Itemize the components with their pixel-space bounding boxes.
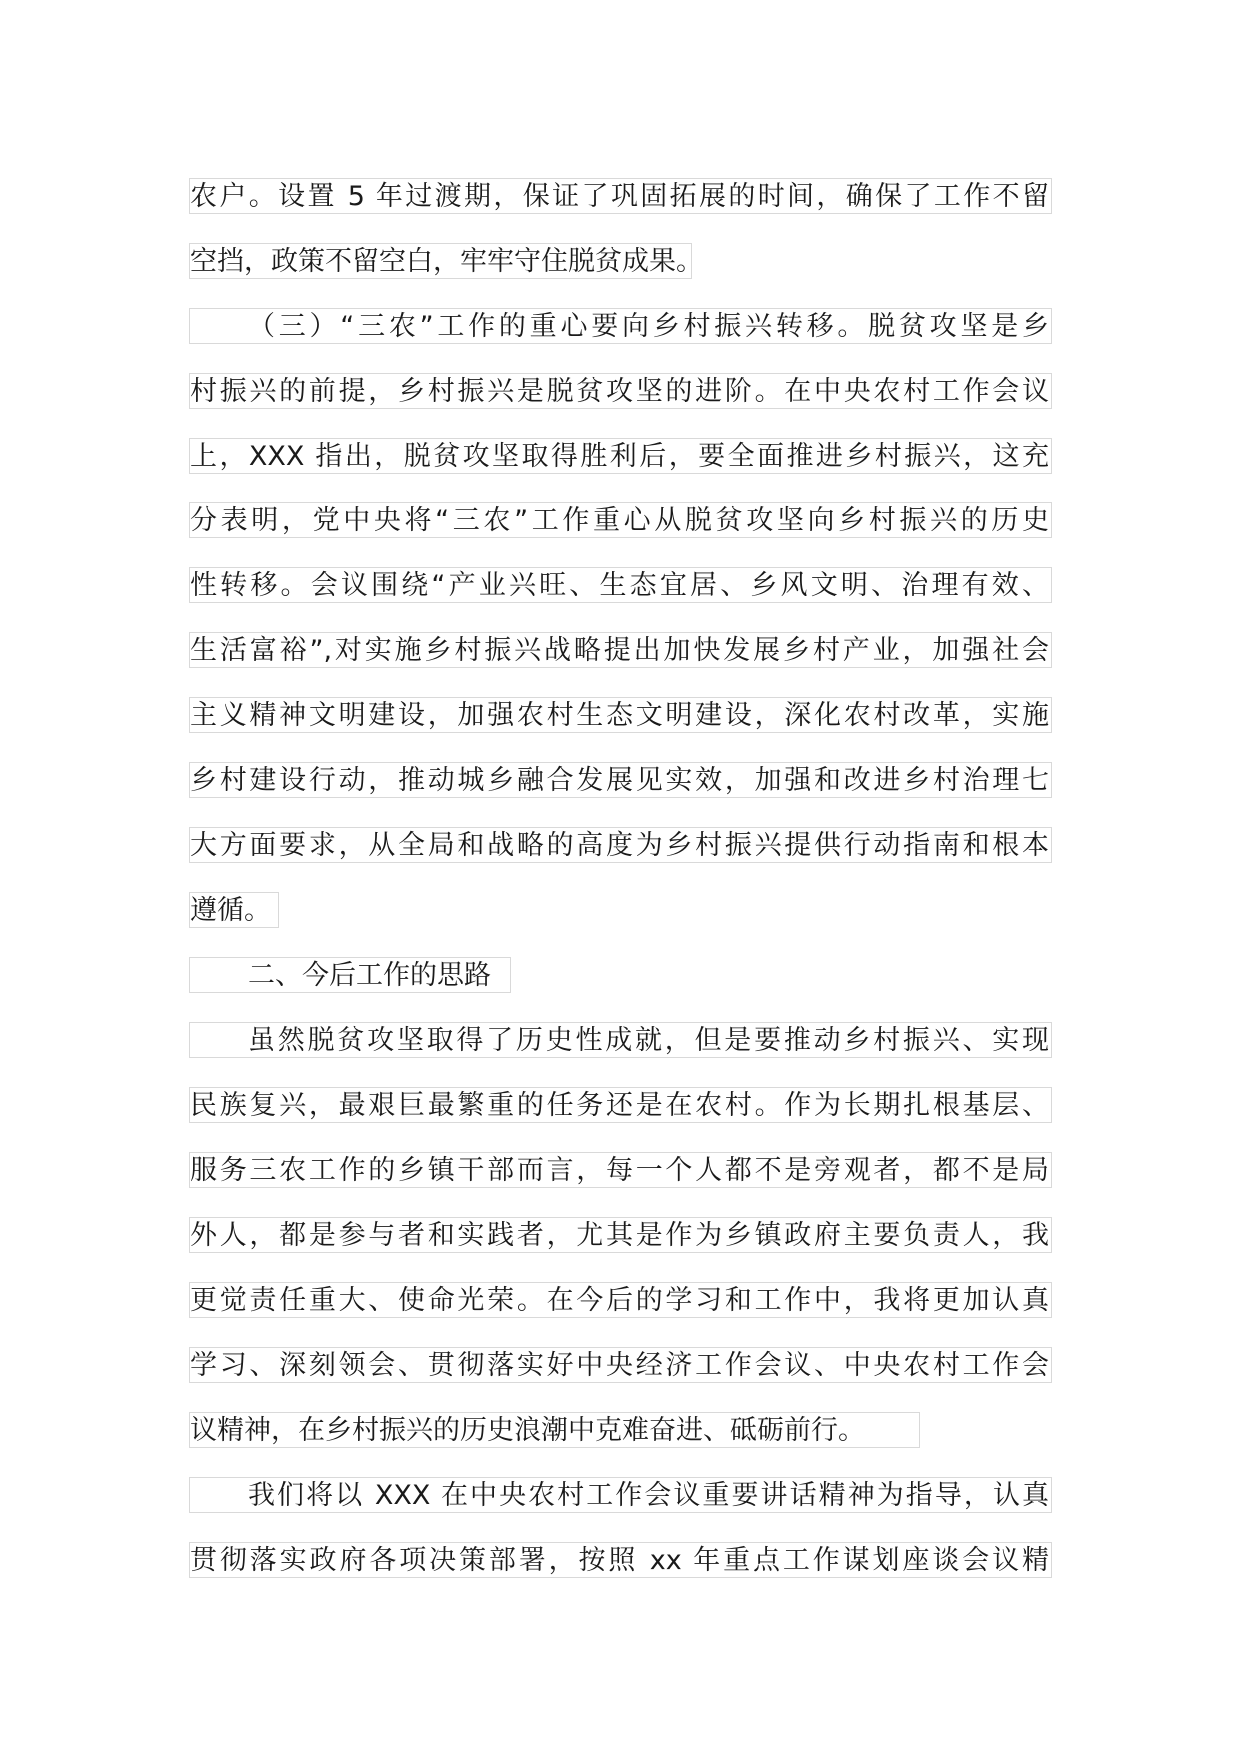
text-line: 性转移。会议围绕“产业兴旺、生态宜居、乡风文明、治理有效、 (189, 567, 1052, 603)
section-heading-three: （三）“三农”工作的重心要向乡村振兴转移。脱贫攻坚是乡 (189, 308, 1052, 344)
text-line: 乡村建设行动，推动城乡融合发展见实效，加强和改进乡村治理七 (189, 762, 1052, 798)
text-line: 遵循。 (189, 892, 279, 928)
text-line: 议精神，在乡村振兴的历史浪潮中克难奋进、砥砺前行。 (189, 1412, 920, 1448)
text-line: 村振兴的前提，乡村振兴是脱贫攻坚的进阶。在中央农村工作会议 (189, 373, 1052, 409)
text-line: 我们将以 XXX 在中央农村工作会议重要讲话精神为指导，认真 (189, 1477, 1052, 1513)
text-line: 学习、深刻领会、贯彻落实好中央经济工作会议、中央农村工作会 (189, 1347, 1052, 1383)
text-line: 民族复兴，最艰巨最繁重的任务还是在农村。作为长期扎根基层、 (189, 1087, 1052, 1123)
text-line: 外人，都是参与者和实践者，尤其是作为乡镇政府主要负责人，我 (189, 1217, 1052, 1253)
text-line: 空挡，政策不留空白，牢牢守住脱贫成果。 (189, 243, 692, 279)
text-line: 虽然脱贫攻坚取得了历史性成就，但是要推动乡村振兴、实现 (189, 1022, 1052, 1058)
text-line: 大方面要求，从全局和战略的高度为乡村振兴提供行动指南和根本 (189, 827, 1052, 863)
section-heading-two: 二、今后工作的思路 (189, 957, 511, 993)
text-line: 更觉责任重大、使命光荣。在今后的学习和工作中，我将更加认真 (189, 1282, 1052, 1318)
text-line: 贯彻落实政府各项决策部署，按照 xx 年重点工作谋划座谈会议精 (189, 1542, 1052, 1578)
text-line: 农户。设置 5 年过渡期，保证了巩固拓展的时间，确保了工作不留 (189, 178, 1052, 214)
text-line: 分表明，党中央将“三农”工作重心从脱贫攻坚向乡村振兴的历史 (189, 502, 1052, 538)
text-line: 主义精神文明建设，加强农村生态文明建设，深化农村改革，实施 (189, 697, 1052, 733)
text-line: 服务三农工作的乡镇干部而言，每一个人都不是旁观者，都不是局 (189, 1152, 1052, 1188)
text-line: 生活富裕”,对实施乡村振兴战略提出加快发展乡村产业，加强社会 (189, 632, 1052, 668)
text-line: 上，XXX 指出，脱贫攻坚取得胜利后，要全面推进乡村振兴，这充 (189, 438, 1052, 474)
